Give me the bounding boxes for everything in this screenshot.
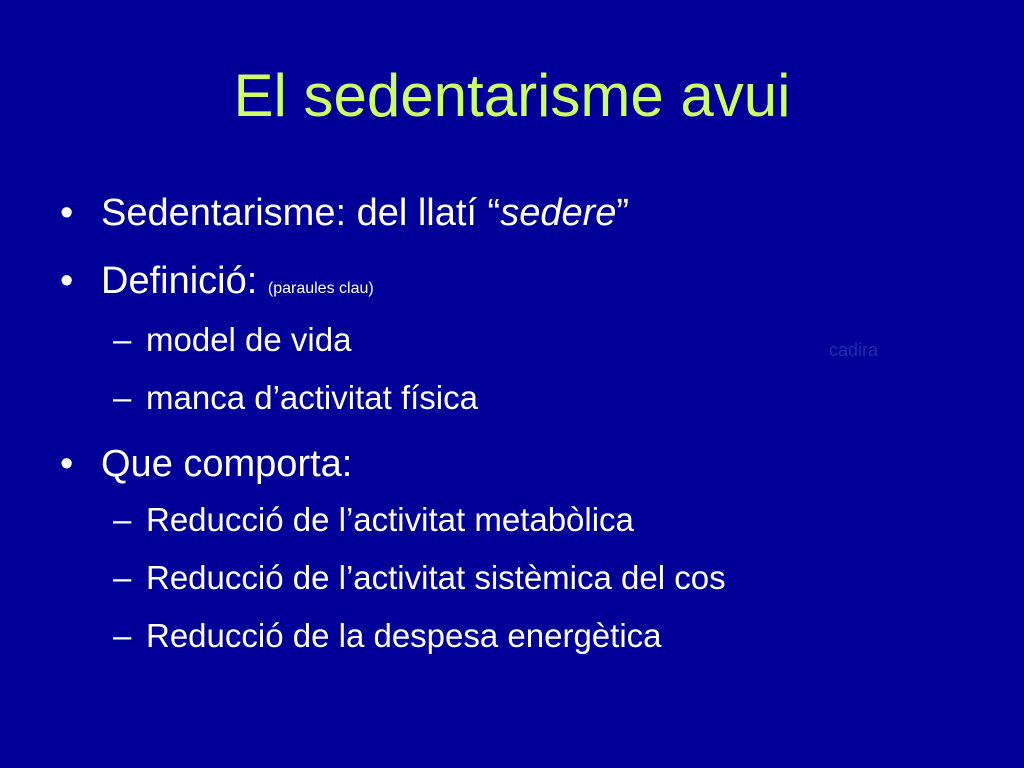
ghost-label: cadira xyxy=(829,340,879,360)
bullet-dot-icon: • xyxy=(60,192,74,234)
bullet-item-italic: sedere xyxy=(500,192,617,234)
bullet-item-suffix: ” xyxy=(616,192,630,234)
bullet-dot-icon: • xyxy=(60,443,74,485)
bullet-item-text xyxy=(101,191,629,235)
bullet-item-text xyxy=(101,259,374,303)
sub-item-text: Reducció de l’activitat sistèmica del cos xyxy=(146,559,726,596)
dash-bullet-icon: – xyxy=(113,617,132,654)
dash-bullet-icon: – xyxy=(113,501,132,538)
sub-item-text: Reducció de la despesa energètica xyxy=(146,617,662,654)
bullet-item-prefix: Sedentarisme: del llatí “ xyxy=(101,192,501,234)
dash-bullet-icon: – xyxy=(113,559,132,596)
bullet-item-text: Que comporta: xyxy=(101,443,353,485)
bullet-item-note: (paraules clau) xyxy=(267,280,374,297)
bullet-item-label: Definició: xyxy=(101,260,258,302)
sub-item-text: Reducció de l’activitat metabòlica xyxy=(146,501,634,538)
slide-title: El sedentarisme avui xyxy=(233,62,791,129)
dash-bullet-icon: – xyxy=(113,379,132,416)
bullet-dot-icon: • xyxy=(60,260,74,302)
sub-item-text: model de vida xyxy=(146,321,352,358)
sub-item-text: manca d’activitat física xyxy=(146,379,478,416)
dash-bullet-icon: – xyxy=(113,321,132,358)
